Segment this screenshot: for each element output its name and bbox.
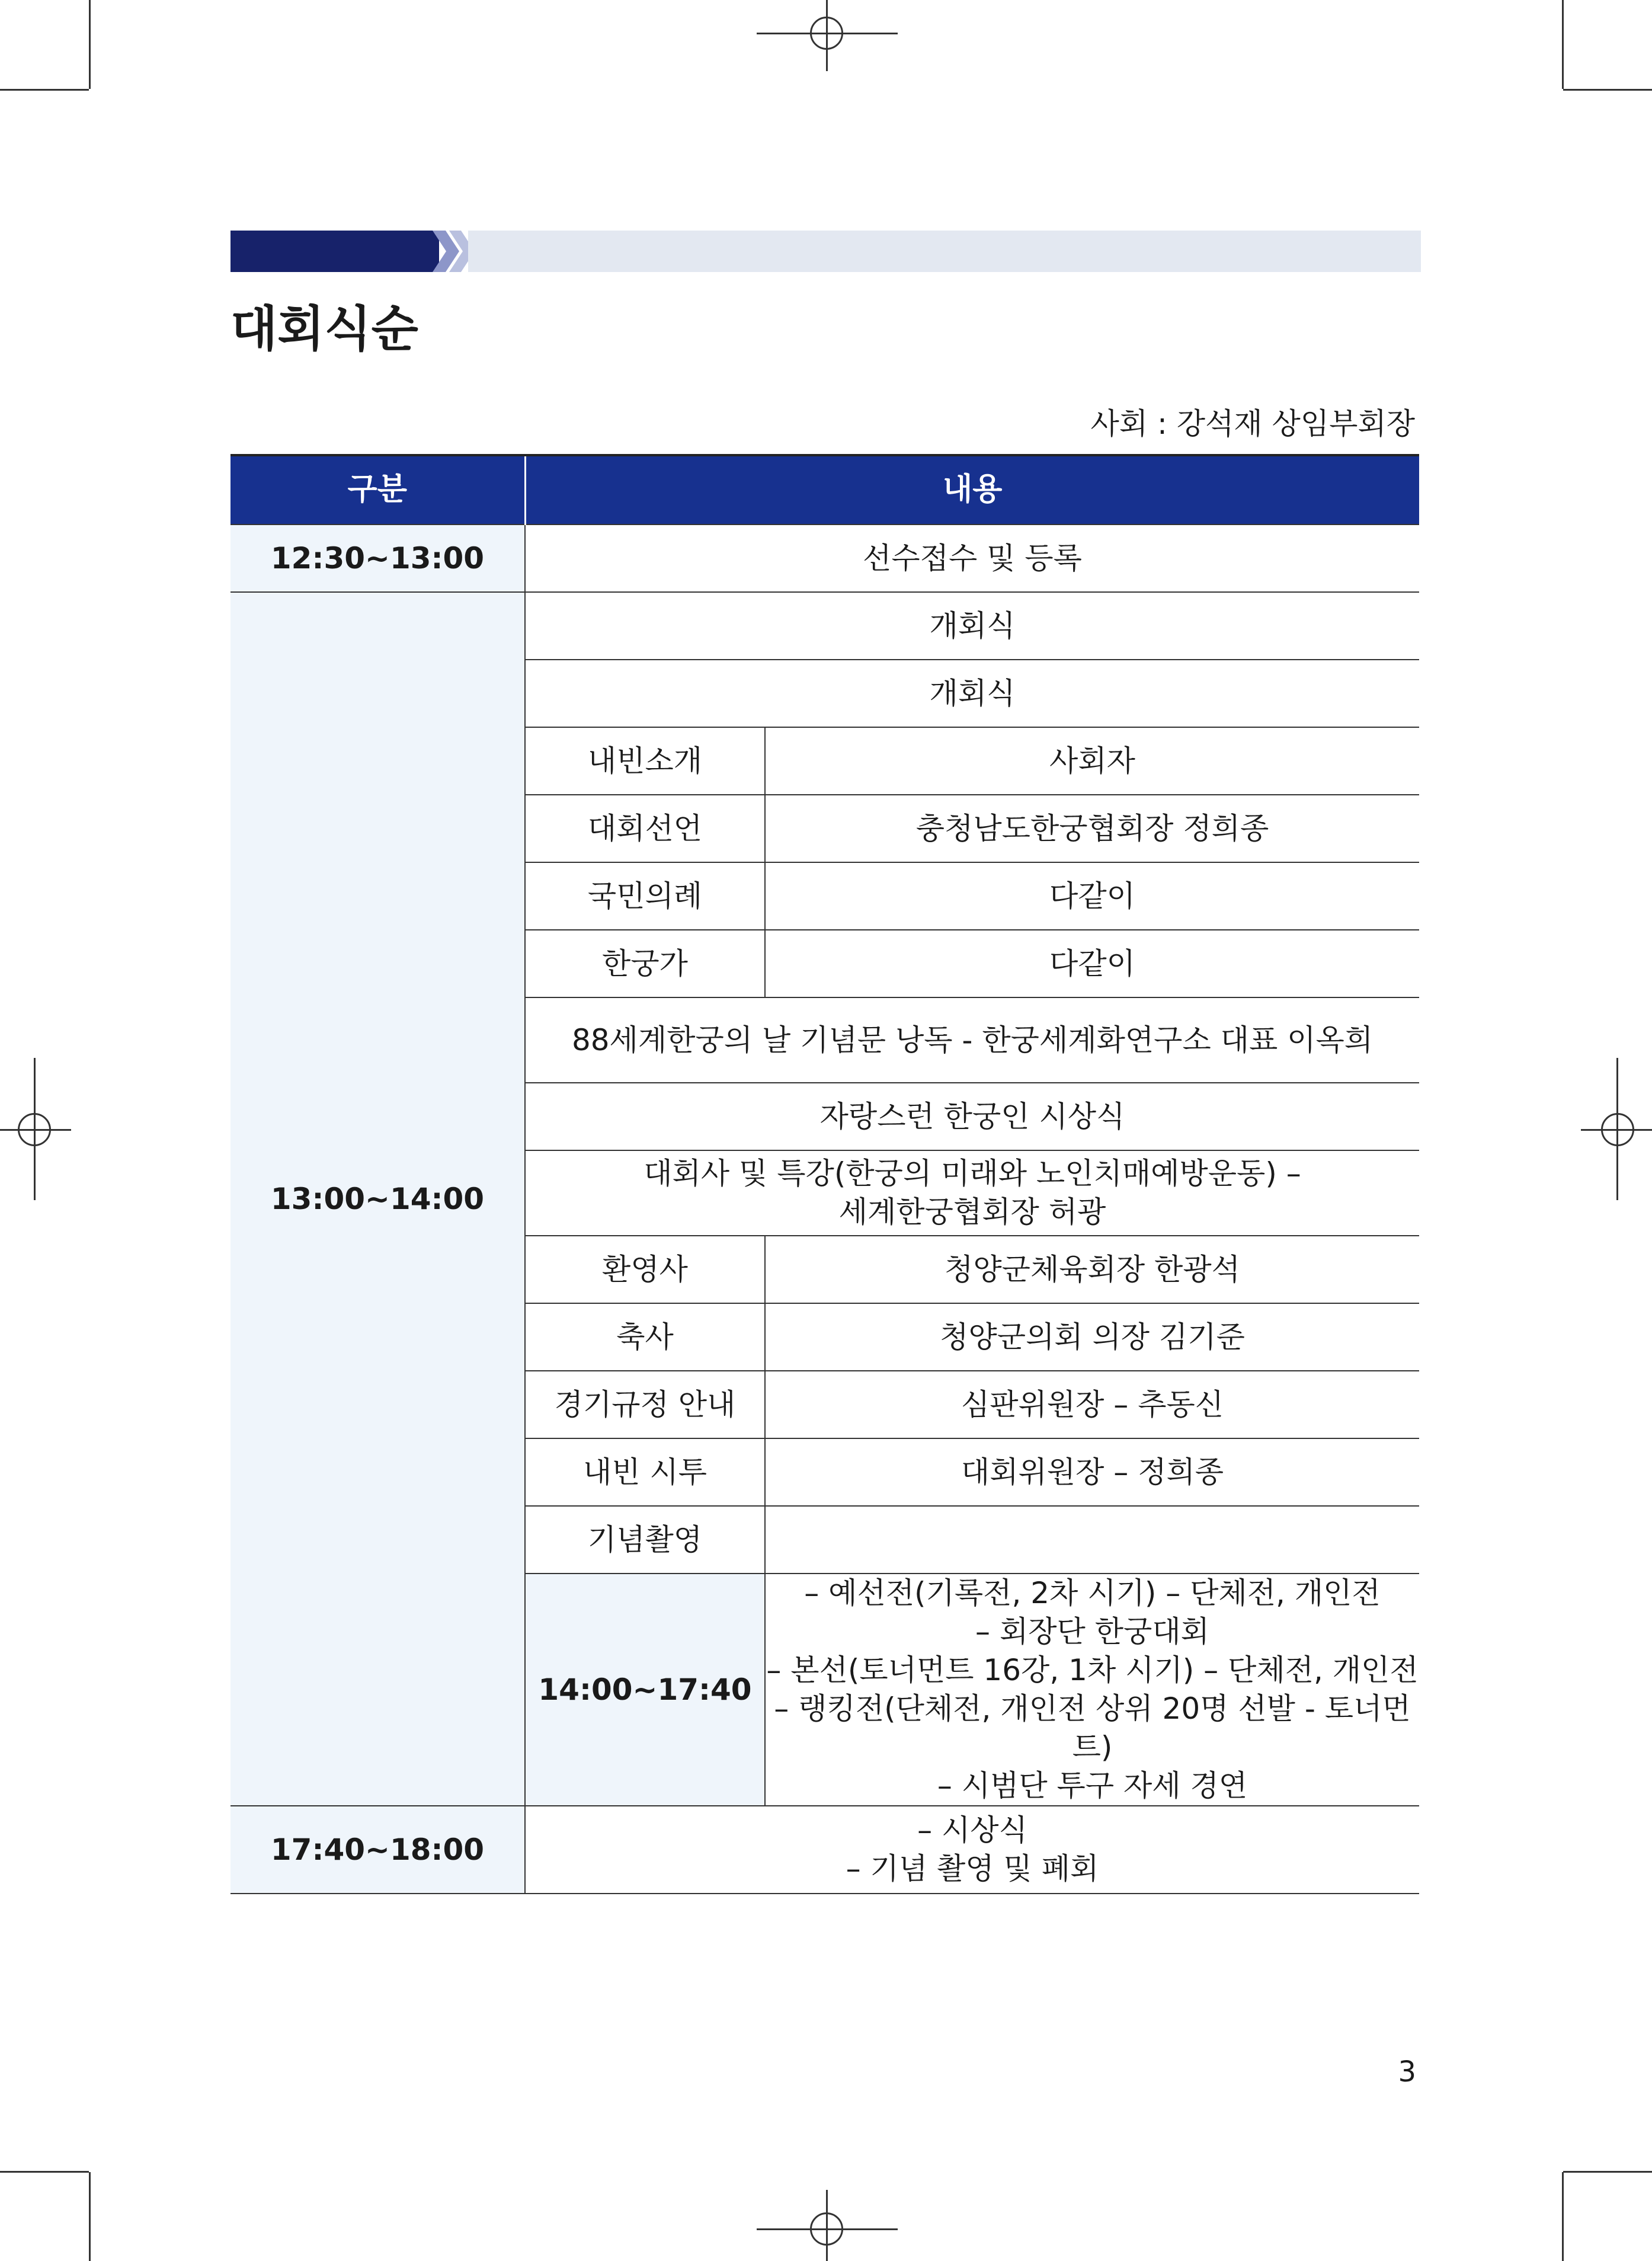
- list-item: – 랭킹전(단체전, 개인전 상위 20명 선발 - 토너먼트): [774, 1691, 1411, 1764]
- time-cell: 13:00~14:00: [230, 592, 525, 1806]
- speech-line: 대회사 및 특강(한궁의 미래와 노인치매예방운동) –: [643, 1156, 1301, 1191]
- header-content: 내용: [525, 455, 1419, 525]
- item-label: 내빈소개: [525, 727, 765, 795]
- header-category: 구분: [230, 455, 525, 525]
- section-bar-dark: [230, 231, 439, 272]
- item-value: 심판위원장 – 추동신: [765, 1371, 1419, 1438]
- item-label: 축사: [525, 1303, 765, 1371]
- item-label: 경기규정 안내: [525, 1371, 765, 1438]
- item-value: 대회위원장 – 정희종: [765, 1438, 1419, 1506]
- table-row: [230, 525, 1419, 592]
- time-cell: 17:40~18:00: [230, 1806, 525, 1894]
- item-value: 다같이: [765, 930, 1419, 997]
- table-row: [230, 592, 1419, 660]
- item-label: 기념촬영: [525, 1506, 765, 1574]
- content-cell: [525, 1150, 1419, 1236]
- content-cell: [765, 1574, 1419, 1806]
- table-row: [230, 1806, 1419, 1894]
- schedule-table: [230, 454, 1419, 1894]
- content-cell: 개회식: [525, 660, 1419, 727]
- item-label: 내빈 시투: [525, 1438, 765, 1506]
- time-cell: 14:00~17:40: [525, 1574, 765, 1806]
- content-cell: 88세계한궁의 날 기념문 낭독 - 한궁세계화연구소 대표 이옥희: [525, 997, 1419, 1083]
- time-cell: 12:30~13:00: [230, 525, 525, 592]
- list-item: – 회장단 한궁대회: [975, 1614, 1209, 1649]
- item-label: 환영사: [525, 1236, 765, 1303]
- section-bar-light: [468, 231, 1421, 272]
- host-label: 사회 : 강석재 상임부회장: [1090, 407, 1415, 441]
- list-item: – 시상식: [917, 1813, 1027, 1847]
- item-value: 청양군의회 의장 김기준: [765, 1303, 1419, 1371]
- item-value: 청양군체육회장 한광석: [765, 1236, 1419, 1303]
- content-cell: 개회식: [525, 592, 1419, 660]
- speech-line: 세계한궁협회장 허광: [838, 1195, 1106, 1229]
- item-label: 대회선언: [525, 795, 765, 862]
- table-header-row: [230, 455, 1419, 525]
- item-label: 한궁가: [525, 930, 765, 997]
- content-cell: 자랑스런 한궁인 시상식: [525, 1083, 1419, 1150]
- item-label: 국민의례: [525, 862, 765, 930]
- list-item: – 시범단 투구 자세 경연: [937, 1768, 1248, 1803]
- page-title: 대회식순: [230, 301, 418, 357]
- list-item: – 기념 촬영 및 폐회: [846, 1851, 1099, 1886]
- item-value: 사회자: [765, 727, 1419, 795]
- list-item: – 예선전(기록전, 2차 시기) – 단체전, 개인전: [804, 1576, 1381, 1610]
- item-value: [765, 1506, 1419, 1574]
- page-number: 3: [1398, 2055, 1416, 2089]
- content-cell: 선수접수 및 등록: [525, 525, 1419, 592]
- item-value: 다같이: [765, 862, 1419, 930]
- list-item: – 본선(토너먼트 16강, 1차 시기) – 단체전, 개인전: [766, 1653, 1419, 1687]
- item-value: 충청남도한궁협회장 정희종: [765, 795, 1419, 862]
- content-cell: [525, 1806, 1419, 1894]
